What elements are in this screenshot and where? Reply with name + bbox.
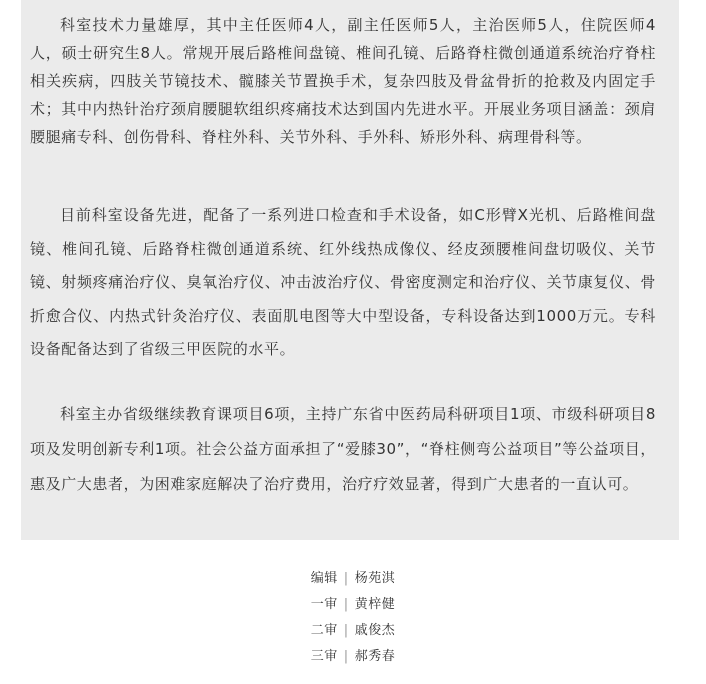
credits-block <box>0 566 706 670</box>
credit-role: 编辑 <box>310 571 338 586</box>
credit-separator: | <box>343 571 349 586</box>
credit-person: 杨苑淇 <box>354 571 396 586</box>
credit-role: 二审 <box>310 623 338 638</box>
credit-second-review <box>0 618 706 644</box>
credit-person: 郝秀春 <box>354 649 396 664</box>
credit-role: 一审 <box>310 597 338 612</box>
credit-separator: | <box>343 649 349 664</box>
paragraph-equipment: 目前科室设备先进，配备了一系列进口检查和手术设备，如C形臂X光机、后路椎间盘镜、椎间孔镜、后路脊柱微创通道系统、红外线热成像仪、经皮颈腰椎间盘切吸仪、关节镜、射频疼痛治疗仪、臭氧治疗仪、冲击波治疗仪、骨密度测定和治疗仪、关节康复仪、骨折愈合仪、内热式针灸治疗仪、表面肌电图等大中型设备，专科设备达到1000万元。专科设备配备达到了省级三甲医院的水平。 <box>30 206 656 358</box>
credit-first-review <box>0 592 706 618</box>
paragraph-research: 科室主办省级继续教育课项目6项，主持广东省中医药局科研项目1项、市级科研项目8项及发明创新专利1项。社会公益方面承担了“爱膝30”，“脊柱侧弯公益项目”等公益项目，惠及广大患者，为困难家庭解决了治疗费用，治疗疗效显著，得到广大患者的一直认可。 <box>30 405 656 493</box>
credit-editor <box>0 566 706 592</box>
credit-separator: | <box>343 597 349 612</box>
paragraph-staff: 科室技术力量雄厚，其中主任医师4人，副主任医师5人，主治医师5人，住院医师4人，硕士研究生8人。常规开展后路椎间盘镜、椎间孔镜、后路脊柱微创通道系统治疗脊柱相关疾病，四肢关节镜技术、髋膝关节置换手术，复杂四肢及骨盆骨折的抢救及内固定手术；其中内热针治疗颈肩腰腿软组织疼痛技术达到国内先进水平。开展业务项目涵盖：颈肩腰腿痛专科、创伤骨科、脊柱外科、关节外科、手外科、矫形外科、病理骨科等。 <box>30 16 656 146</box>
credit-person: 戚俊杰 <box>354 623 396 638</box>
credit-person: 黄梓健 <box>354 597 396 612</box>
credit-role: 三审 <box>310 649 338 664</box>
credit-separator: | <box>343 623 349 638</box>
credit-third-review <box>0 644 706 670</box>
